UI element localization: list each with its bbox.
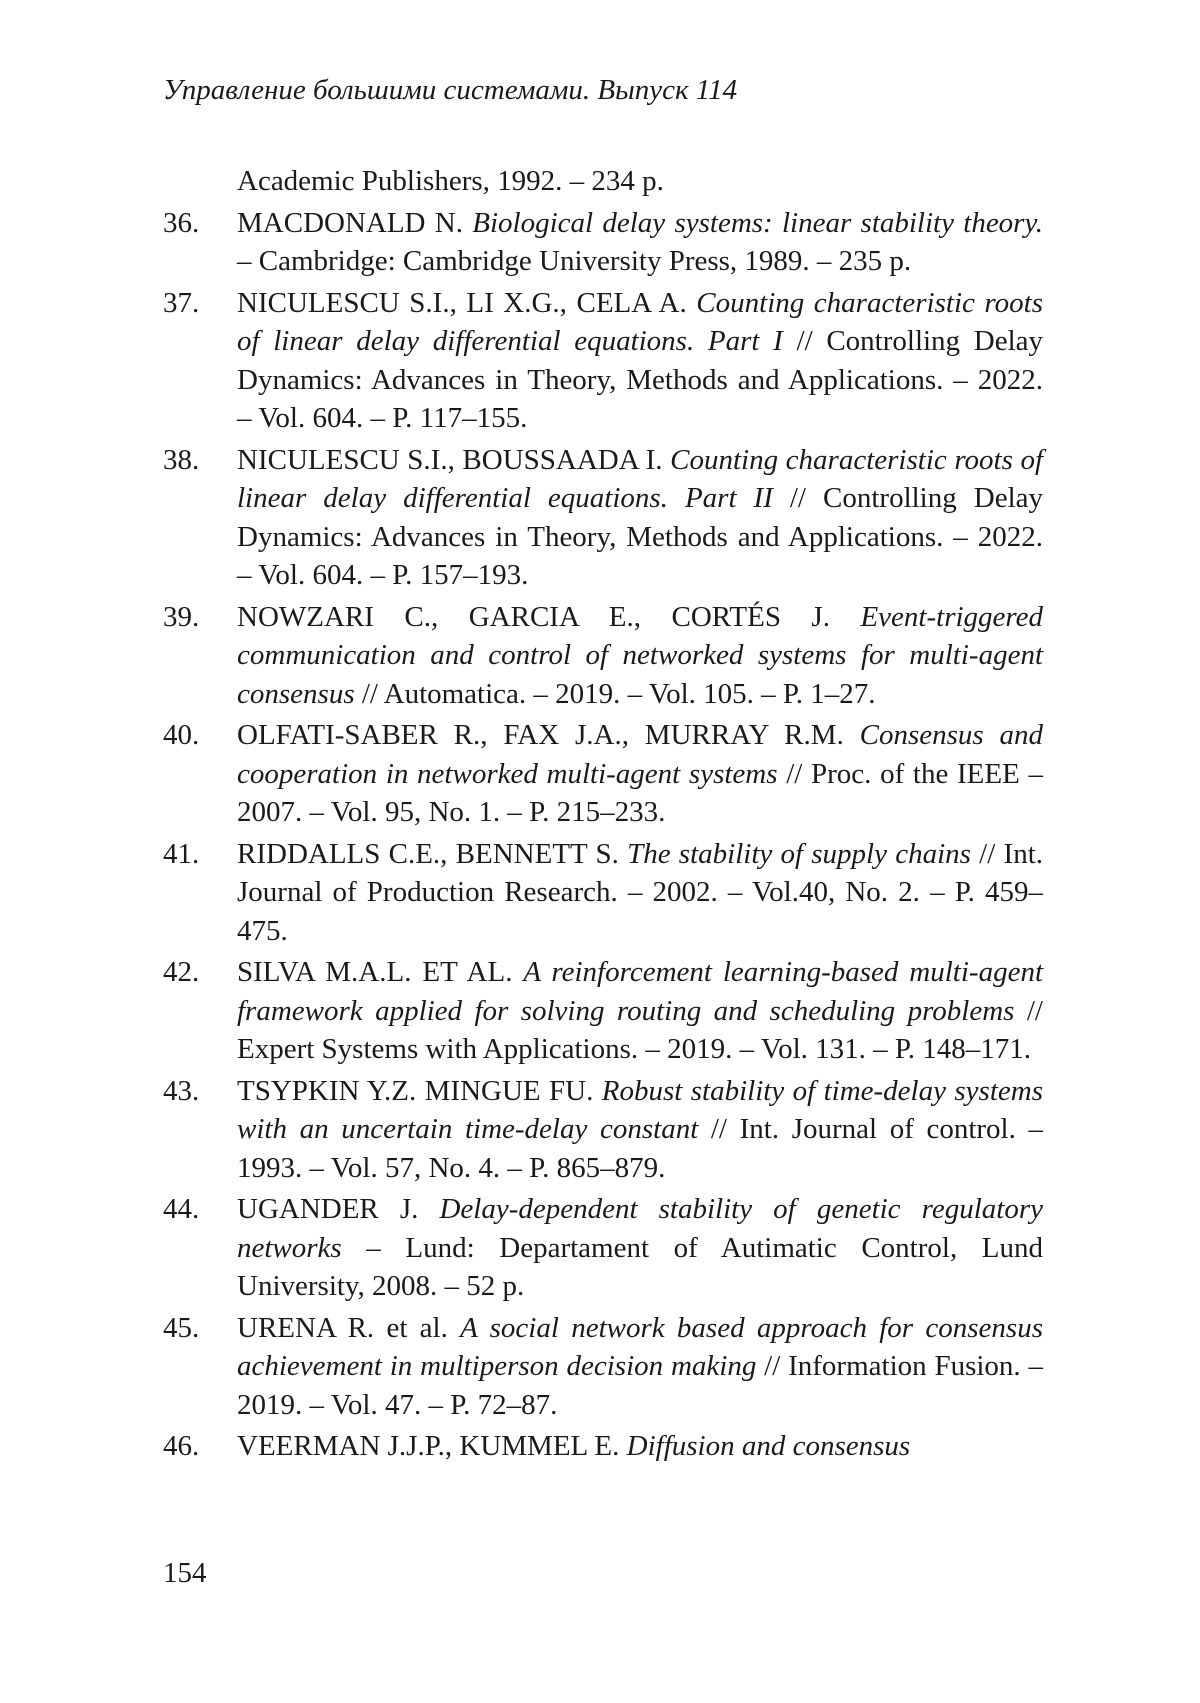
reference-title: Counting characteristic roots of linear delay differential equations. Part I (237, 286, 1043, 357)
reference-number: 46. (163, 1430, 200, 1462)
reference-item (163, 716, 1043, 832)
reference-authors: RIDDALLS C.E., BENNETT S. (237, 837, 628, 870)
reference-number: 40. (163, 719, 200, 751)
reference-item (163, 441, 1043, 595)
reference-text (237, 835, 1043, 951)
reference-authors: UGANDER J. (237, 1193, 440, 1225)
reference-source: // Information Fusion. – 2019. – Vol. 47. – P. 72–87. (237, 1350, 1043, 1421)
reference-continuation: Academic Publishers, 1992. – 234 p. (237, 165, 664, 197)
reference-authors: URENA R. et al. (237, 1311, 461, 1344)
reference-source: // Controlling Delay Dynamics: Advances in Theory, Methods and Applications. – 2022. – Vol. 604. – P. 157–193. (237, 482, 1043, 591)
reference-text (237, 598, 1043, 714)
reference-source: – Lund: Departament of Autimatic Control, Lund University, 2008. – 52 p. (237, 1231, 1043, 1302)
reference-source: // Expert Systems with Applications. – 2019. – Vol. 131. – P. 148–171. (237, 994, 1043, 1065)
reference-source: // Int. Journal of Production Research. – 2002. – Vol.40, No. 2. – P. 459–475. (237, 837, 1043, 947)
reference-number: 41. (163, 837, 200, 870)
reference-number: 37. (163, 286, 200, 319)
running-header: Управление большими системами. Выпуск 114 (163, 74, 738, 106)
reference-authors: MACDONALD N. (237, 206, 473, 239)
reference-text (237, 1072, 1043, 1188)
reference-source: // Automatica. – 2019. – Vol. 105. – P. 1–27. (354, 677, 876, 710)
reference-title: Delay-dependent stability of genetic regulatory networks (237, 1193, 1043, 1264)
reference-source: – Cambridge: Cambridge University Press, 1989. – 235 p. (237, 245, 912, 277)
reference-title: Diffusion and consensus (626, 1430, 911, 1462)
reference-title: Counting characteristic roots of linear delay differential equations. Part II (237, 443, 1044, 514)
page-number: 154 (163, 1557, 207, 1589)
reference-item (163, 598, 1043, 714)
reference-authors: SILVA M.A.L. ET AL. (237, 956, 524, 988)
reference-title: A social network based approach for consensus achievement in multiperson decision making (237, 1311, 1043, 1382)
reference-text (237, 441, 1043, 595)
reference-list (163, 162, 1043, 1469)
reference-text (237, 953, 1043, 1069)
reference-text (237, 204, 1043, 281)
reference-authors: TSYPKIN Y.Z. MINGUE FU. (237, 1074, 602, 1107)
reference-item (163, 284, 1043, 438)
reference-item (163, 953, 1043, 1069)
reference-source: // Controlling Delay Dynamics: Advances in Theory, Methods and Applications. – 2022. – Vol. 604. – P. 117–155. (237, 325, 1043, 434)
reference-title: Consensus and cooperation in networked multi-agent systems (237, 719, 1043, 790)
reference-text (237, 716, 1043, 832)
reference-item (163, 835, 1043, 951)
reference-item (163, 1309, 1043, 1425)
reference-text (237, 1427, 1043, 1466)
reference-authors: VEERMAN J.J.P., KUMMEL E. (237, 1430, 627, 1462)
reference-number: 43. (163, 1074, 200, 1107)
reference-source: // Proc. of the IEEE – 2007. – Vol. 95, No. 1. – P. 215–233. (237, 757, 1043, 828)
reference-authors: OLFATI-SABER R., FAX J.A., MURRAY R.M. (237, 719, 860, 751)
reference-title: Biological delay systems: linear stability theory. (472, 206, 1043, 239)
reference-number: 42. (163, 956, 200, 988)
reference-number: 36. (163, 206, 200, 239)
reference-item (163, 1190, 1043, 1306)
reference-source: // Int. Journal of control. – 1993. – Vol. 57, No. 4. – P. 865–879. (237, 1113, 1043, 1184)
reference-text (237, 1309, 1043, 1425)
reference-number: 45. (163, 1311, 200, 1344)
reference-authors: NICULESCU S.I., LI X.G., CELA A. (237, 286, 697, 319)
reference-authors: NICULESCU S.I., BOUSSAADA I. (237, 443, 671, 476)
reference-title: The stability of supply chains (627, 837, 971, 870)
reference-item (163, 1072, 1043, 1188)
reference-authors: NOWZARI C., GARCIA E., CORTÉS J. (237, 600, 861, 633)
reference-item (163, 204, 1043, 281)
reference-text (237, 1190, 1043, 1306)
reference-number: 38. (163, 443, 200, 476)
reference-title: Robust stability of time-delay systems with an uncertain time-delay constant (237, 1074, 1043, 1145)
reference-title: A reinforcement learning-based multi-agent framework applied for solving routing and scheduling problems (237, 956, 1043, 1027)
reference-number: 44. (163, 1193, 200, 1225)
reference-text (237, 284, 1043, 438)
reference-number: 39. (163, 600, 200, 633)
reference-title: Event-triggered communication and control of networked systems for multi-agent consensus (237, 600, 1043, 710)
reference-item (163, 1427, 1043, 1466)
